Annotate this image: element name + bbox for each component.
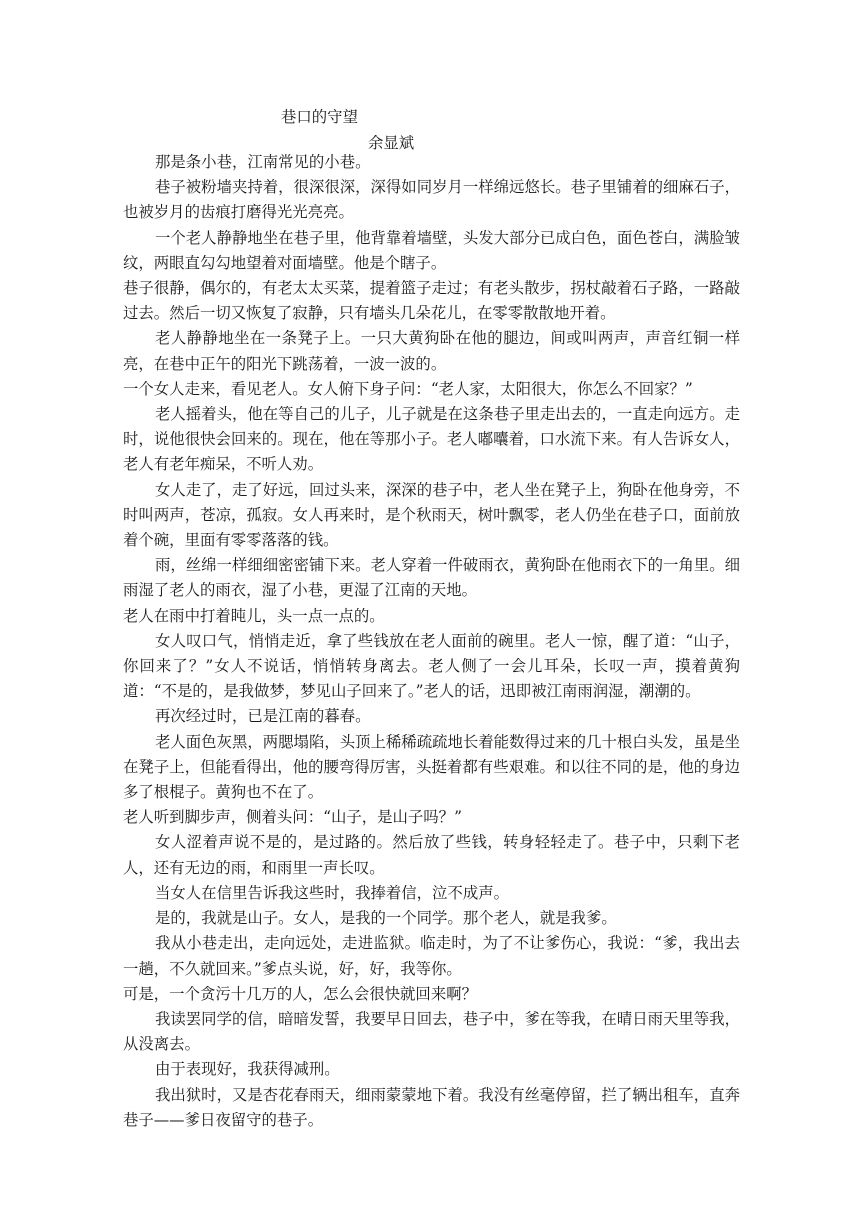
paragraph: 巷子被粉墙夹持着，很深很深，深得如同岁月一样绵远悠长。巷子里铺着的细麻石子，也被岁月的齿痕打磨得光光亮亮。 — [123, 178, 740, 222]
paragraph: 巷子很静，偶尔的，有老太太买菜，提着篮子走过；有老头散步，拐杖敲着石子路，一路敲过去。然后一切又恢复了寂静，只有墙头几朵花儿，在零零散散地开着。 — [123, 279, 740, 323]
paragraph: 雨，丝绵一样细细密密铺下来。老人穿着一件破雨衣，黄狗卧在他雨衣下的一角里。细雨湿了老人的雨衣，湿了小巷，更湿了江南的天地。 — [123, 556, 740, 600]
paragraph: 一个女人走来，看见老人。女人俯下身子问：“老人家，太阳很大，你怎么不回家？” — [123, 379, 693, 398]
article-body — [123, 150, 740, 1133]
paragraph: 我从小巷走出，走向远处，走进监狱。临走时，为了不让爹伤心，我说：“爹，我出去一趟，不久就回来。”爹点头说，好，好，我等你。 — [123, 934, 740, 978]
article-title: 巷口的守望 — [281, 108, 358, 126]
paragraph: 老人面色灰黑，两腮塌陷，头顶上稀稀疏疏地长着能数得过来的几十根白头发，虽是坐在凳子上，但能看得出，他的腰弯得厉害，头挺着都有些艰难。和以往不同的是，他的身边多了根棍子。黄狗也不在了。 — [123, 732, 740, 802]
paragraph: 可是，一个贪污十几万的人，怎么会很快就回来啊？ — [123, 984, 477, 1003]
paragraph: 女人叹口气，悄悄走近，拿了些钱放在老人面前的碗里。老人一惊，醒了道：“山子，你回来了？”女人不说话，悄悄转身离去。老人侧了一会儿耳朵，长叹一声，摸着黄狗道：“不是的，是我做梦，梦见山子回来了。”老人的话，迅即被江南雨润湿，潮潮的。 — [123, 631, 740, 701]
paragraph: 那是条小巷，江南常见的小巷。 — [155, 153, 371, 171]
paragraph: 老人听到脚步声，侧着头问：“山子，是山子吗？” — [123, 808, 462, 827]
paragraph: 一个老人静静地坐在巷子里，他背靠着墙壁，头发大部分已成白色，面色苍白，满脸皱纹，两眼直勾勾地望着对面墙壁。他是个瞎子。 — [123, 228, 740, 272]
paragraph: 老人在雨中打着盹儿，头一点一点的。 — [123, 606, 385, 625]
paragraph: 我读罢同学的信，暗暗发誓，我要早日回去，巷子中，爹在等我，在晴日雨天里等我，从没离去。 — [123, 1009, 740, 1054]
article-author: 余显斌 — [368, 134, 415, 152]
paragraph: 由于表现好，我获得减刑。 — [155, 1060, 340, 1079]
paragraph: 老人静静地坐在一条凳子上。一只大黄狗卧在他的腿边，间或叫两声，声音红铜一样亮，在巷中正午的阳光下跳荡着，一波一波的。 — [123, 329, 740, 373]
paragraph: 老人摇着头，他在等自己的儿子，儿子就是在这条巷子里走出去的，一直走向远方。走时，说他很快会回来的。现在，他在等那小子。老人嘟囔着，口水流下来。有人告诉女人，老人有老年痴呆，不听人劝。 — [123, 405, 740, 474]
paragraph: 我出狱时，又是杏花春雨天，细雨蒙蒙地下着。我没有丝毫停留，拦了辆出租车，直奔巷子——爹日夜留守的巷子。 — [123, 1085, 740, 1129]
paragraph: 女人涩着声说不是的，是过路的。然后放了些钱，转身轻轻走了。巷子中，只剩下老人，还有无边的雨，和雨里一声长叹。 — [123, 833, 740, 877]
paragraph: 是的，我就是山子。女人，是我的一个同学。那个老人，就是我爹。 — [155, 909, 617, 928]
paragraph: 再次经过时，已是江南的暮春。 — [155, 707, 371, 726]
paragraph: 当女人在信里告诉我这些时，我捧着信，泣不成声。 — [155, 883, 509, 902]
paragraph: 女人走了，走了好远，回过头来，深深的巷子中，老人坐在凳子上，狗卧在他身旁，不时叫两声，苍凉，孤寂。女人再来时，是个秋雨天，树叶飘零，老人仍坐在巷子口，面前放着个碗，里面有零零落落的钱。 — [123, 480, 740, 550]
